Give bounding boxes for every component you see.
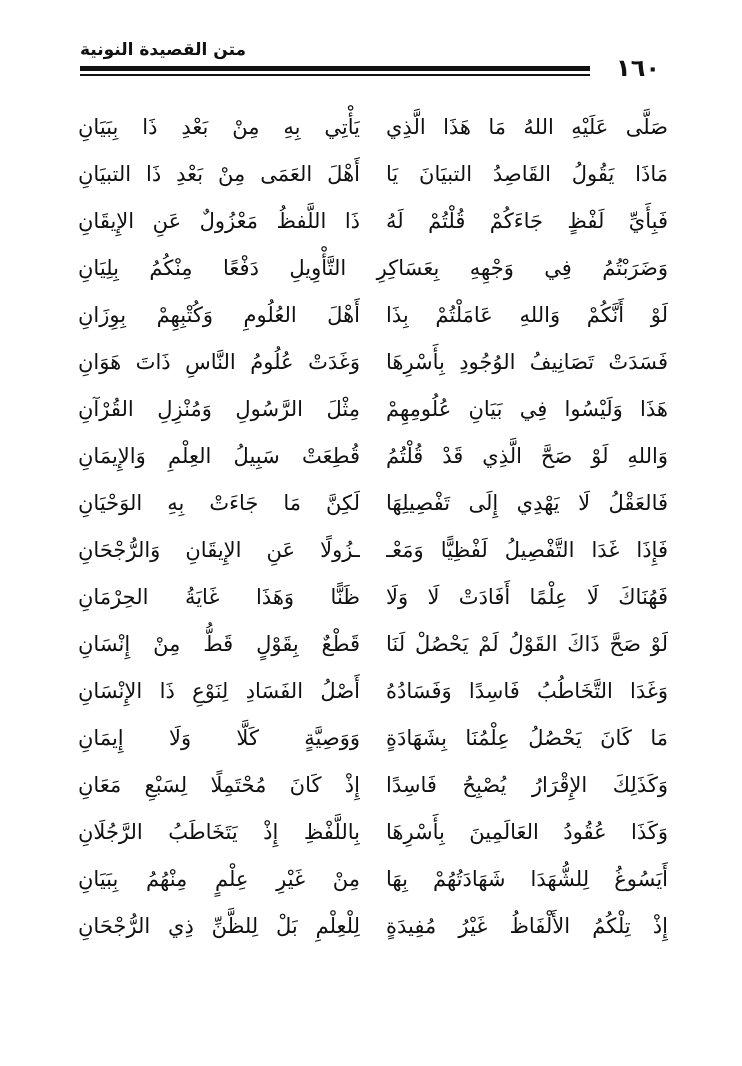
verse-second-hemistich: وَوَصِيَّةٍ كَلَّا وَلَا إِيمَانِ [78,726,360,750]
verse [78,715,668,762]
verse [78,433,668,480]
verse-first-hemistich: صَلَّى عَلَيْهِ اللهُ مَا هَذَا الَّذِي [386,115,668,139]
verse-first-hemistich: وَغَدَا التَّخَاطُبُ فَاسِدًا وَفَسَادُهُ [386,679,668,703]
verse-second-hemistich: ـزُولًا عَنِ الإِيقَانِ وَالرُّجْحَانِ [78,538,360,562]
verse-first-hemistich: فَهُنَاكَ لَا عِلْمًا أَفَادَتْ لَا وَلَا [386,585,668,609]
verse-first-hemistich: لَوْ أَنَّكُمْ وَاللهِ عَامَلْتُمْ بِذَا [386,303,668,327]
verse [78,809,668,856]
verse-second-hemistich: أَصْلُ الفَسَادِ لِنَوْعِ ذَا الإِنْسَانِ [78,679,360,703]
verse-second-hemistich: ظَنًّا وَهَذَا غَايَةُ الحِرْمَانِ [78,585,360,609]
page-number: ١٦٠ [616,54,660,82]
verse [78,621,668,668]
verse [78,762,668,809]
verse [78,198,668,245]
verse [78,339,668,386]
verse-second-hemistich: لَكِنَّ مَا جَاءَتْ بِهِ الوَحْيَانِ [78,491,360,515]
verse-first-hemistich: مَاذَا يَقُولُ القَاصِدُ التبيَانَ يَا [386,162,668,186]
verse-full-text: وَضَرَبْتُمُ فِي وَجْهِهِ بِعَسَاكِرِ التَّأْوِيلِ دَفْعًا مِنْكُمُ بِلِيَانِ [78,256,668,280]
verse-second-hemistich: لِلْعِلْمِ بَلْ لِلظَّنِّ ذِي الرُّجْحَانِ [78,914,360,938]
verse-second-hemistich: مِثْلَ الرَّسُولِ وَمُنْزِلِ القُرْآنِ [78,397,360,421]
verse-first-hemistich: هَذَا وَلَيْسُوا فِي بَيَانِ عُلُومِهِمْ [386,397,668,421]
verse-second-hemistich: ذَا اللَّفظُ مَعْزُولٌ عَنِ الإِيقَانِ [78,209,360,233]
verse-first-hemistich: فَالعَقْلُ لَا يَهْدِي إِلَى تَفْصِيلِهَا [386,491,668,515]
verse-first-hemistich: فَبِأَيِّ لَفْظٍ جَاءَكُمْ قُلْتُمْ لَهُ [386,209,668,233]
verse-first-hemistich: أَيَسُوغُ لِلشُّهَدَا شَهَادَتُهُمْ بِهَا [386,867,668,891]
verse [78,104,668,151]
verse [78,292,668,339]
verse-second-hemistich: أَهْلَ العُلُومِ وَكُتْبِهِمْ بِوِزَانِ [78,303,360,327]
poem-body [78,104,668,950]
verse [78,903,668,950]
verse-first-hemistich: فَإِذَا غَدَا التَّفْصِيلُ لَفْظِيًّا وَمَعْـ [386,538,668,562]
verse-first-hemistich: وَاللهِ لَوْ صَحَّ الَّذِي قَدْ قُلْتُمُ [386,444,668,468]
verse-first-hemistich: وَكَذَا عُقُودُ العَالَمِينَ بِأَسْرِهَا [386,820,668,844]
page-header [80,38,660,88]
verse-second-hemistich: قُطِعَتْ سَبِيلُ العِلْمِ وَالإِيمَانِ [78,444,360,468]
verse-first-hemistich: فَسَدَتْ تَصَانِيفُ الوُجُودِ بِأَسْرِهَا [386,350,668,374]
verse [78,527,668,574]
running-title: متن القصيدة النونية [80,40,247,60]
verse-second-hemistich: وَغَدَتْ عُلُومُ النَّاسِ ذَاتَ هَوَانِ [78,350,360,374]
verse [78,856,668,903]
verse [78,480,668,527]
verse [78,151,668,198]
verse-first-hemistich: لَوْ صَحَّ ذَاكَ القَوْلُ لَمْ يَحْصُلْ لَنَا [386,632,668,656]
verse-second-hemistich: يَأْتِي بِهِ مِنْ بَعْدِ ذَا بِبَيَانِ [78,115,360,139]
verse-second-hemistich: مِنْ غَيْرِ عِلْمٍ مِنْهُمُ بِبَيَانِ [78,867,360,891]
verse-first-hemistich: إِذْ تِلْكُمُ الأَلْفَاظُ غَيْرُ مُفِيدَةٍ [386,914,668,938]
verse-second-hemistich: إِذْ كَانَ مُحْتَمِلًا لِسَبْعِ مَعَانِ [78,773,360,797]
header-rule-thick [80,66,590,71]
verse-second-hemistich: قَطْعٌ بِقَوْلٍ قَطُّ مِنْ إِنْسَانِ [78,632,360,656]
verse [78,574,668,621]
verse-first-hemistich: مَا كَانَ يَحْصُلُ عِلْمُنَا بِشَهَادَةٍ [386,726,668,750]
header-rule-thin [80,74,590,76]
verse-first-hemistich: وَكَذَلِكَ الإِقْرَارُ يُصْبِحُ فَاسِدًا [386,773,668,797]
verse-full-line [78,245,668,292]
verse-second-hemistich: بِاللَّفْظِ إِذْ يَتَخَاطَبُ الرَّجُلَانِ [78,820,360,844]
verse [78,668,668,715]
verse-second-hemistich: أَهْلَ العَمَى مِنْ بَعْدِ ذَا التبيَانِ [78,162,360,186]
verse [78,386,668,433]
